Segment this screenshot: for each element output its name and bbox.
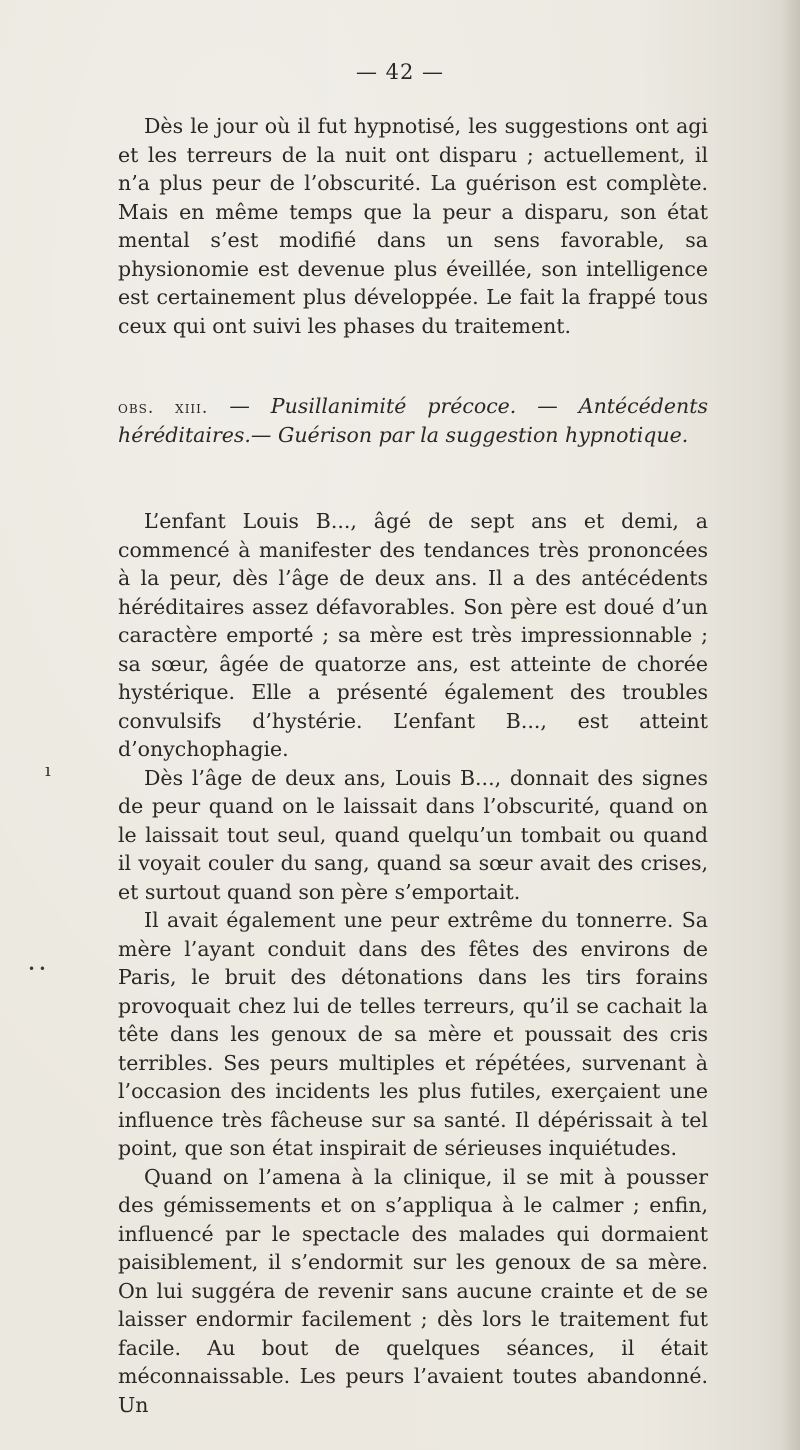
observation-title: — Pusillanimité précoce. — Antécédents héréditaires.— Guérison par la suggestion hypnotique. — [118, 394, 708, 447]
margin-ink-dots: • • — [28, 962, 46, 976]
case-paragraph-3: Il avait également une peur extrême du tonnerre. Sa mère l’ayant conduit dans des fêtes des environs de Paris, le bruit des détonations dans les tirs forains provoquait chez lui de telles terreurs, qu’il se cachait la tête dans les genoux de sa mère et poussait des cris terribles. Ses peurs multiples et répétées, survenant à l’occasion des incidents les plus futiles, exerçaient une influence très fâcheuse sur sa santé. Il dépérissait à tel point, que son état inspirait de sérieuses inquiétudes. — [118, 908, 708, 1160]
observation-heading-text — [118, 393, 708, 449]
case-text-block — [118, 507, 708, 1419]
opening-paragraph: Dès le jour où il fut hypnotisé, les suggestions ont agi et les terreurs de la nuit ont disparu ; actuellement, il n’a plus peur de l’obscurité. La guérison est complète. Mais en même temps que la peur a disparu, son état mental s’est modifié dans un sens favorable, sa physionomie est devenue plus éveillée, son intelligence est certainement plus développée. Le fait la frappé tous ceux qui ont suivi les phases du traitement. — [118, 114, 708, 338]
margin-ink-mark: ı — [45, 760, 51, 781]
page-edge-shadow — [782, 0, 800, 1450]
case-paragraph-4: Quand on l’amena à la clinique, il se mit à pousser des gémissements et on s’appliqua à le calmer ; enfin, influencé par le spectacle des malades qui dormaient paisiblement, il s’endormit sur les genoux de sa mère. On lui suggéra de revenir sans aucune crainte et de se laisser endormir facilement ; dès lors le traitement fut facile. Au bout de quelques séances, il était méconnaissable. Les peurs l’avaient toutes abandonné. Un — [118, 1164, 708, 1417]
observation-label: obs. xiii. — [118, 398, 209, 418]
page-number: — 42 — — [355, 60, 445, 84]
observation-heading — [118, 393, 708, 449]
case-paragraph-1: L’enfant Louis B..., âgé de sept ans et demi, a commencé à manifester des tendances très prononcées à la peur, dès l’âge de deux ans. Il a des antécédents héréditaires assez défavorables. Son père est doué d’un caractère emporté ; sa mère est très impressionnable ; sa sœur, âgée de quatorze ans, est atteinte de chorée hystérique. Elle a présenté également des troubles convulsifs d’hystérie. L’enfant B..., est atteint d’onychophagie. — [118, 509, 708, 761]
case-paragraph-2: Dès l’âge de deux ans, Louis B..., donnait des signes de peur quand on le laissait dans l’obscurité, quand on le laissait tout seul, quand quelqu’un tombait ou quand il voyait couler du sang, quand sa sœur avait des crises, et surtout quand son père s’emportait. — [118, 765, 708, 904]
opening-paragraph-block — [118, 112, 708, 340]
